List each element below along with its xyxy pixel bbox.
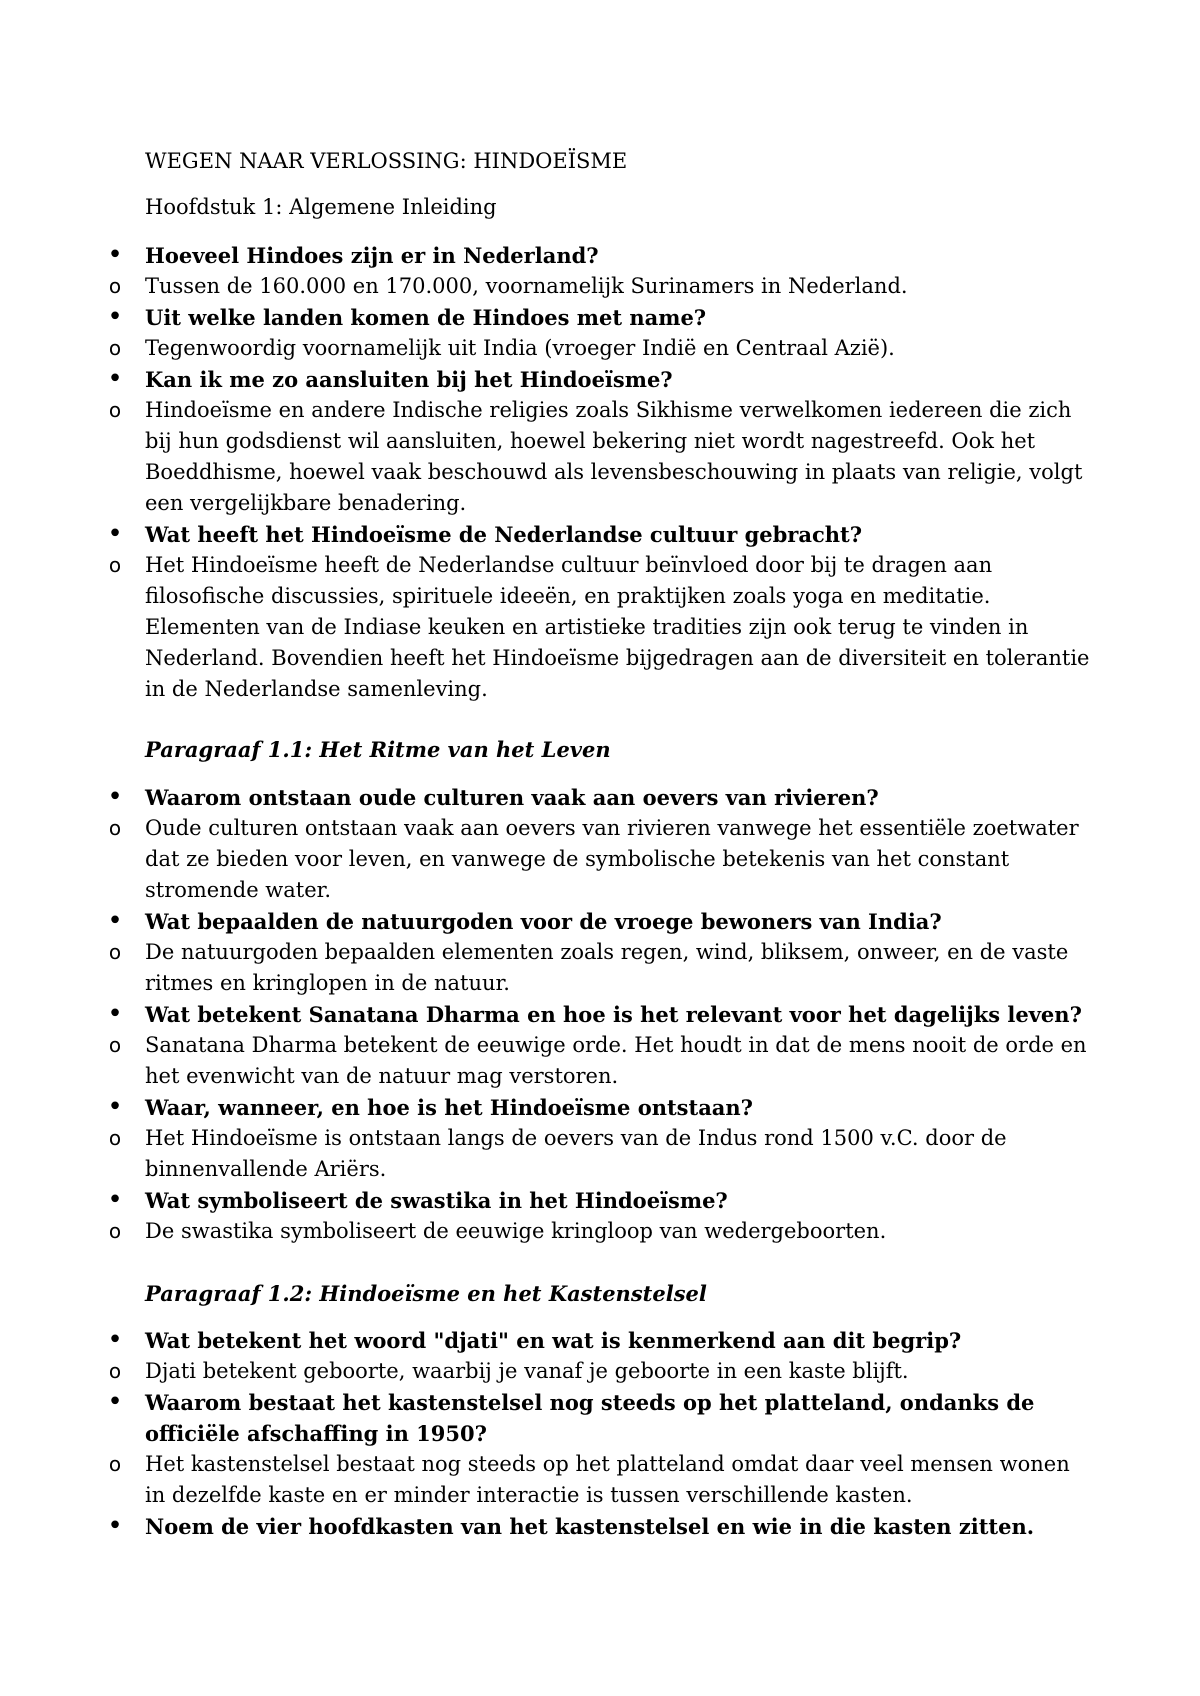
circle-marker	[105, 1216, 125, 1247]
question: Waarom ontstaan oude culturen vaak aan oevers van rivieren?	[145, 785, 879, 810]
answer-line: bij hun godsdienst wil aansluiten, hoewel bekering niet wordt nagestreefd. Ook het	[145, 429, 1036, 453]
answer-line: filosofische discussies, spirituele ideeën, en praktijken zoals yoga en meditatie.	[145, 584, 991, 608]
bullet-marker	[105, 1325, 125, 1357]
question: Kan ik me zo aansluiten bij het Hindoeïsme?	[145, 367, 673, 392]
question-line: Waarom bestaat het kastenstelsel nog steeds op het platteland, ondanks de	[145, 1390, 1035, 1415]
circle-marker	[105, 271, 125, 302]
question: Waar, wanneer, en hoe is het Hindoeïsme ontstaan?	[145, 1095, 753, 1120]
circle-marker	[105, 813, 125, 844]
answer-line: Djati betekent geboorte, waarbij je vanaf je geboorte in een kaste blijft.	[145, 1359, 909, 1383]
bullet-marker	[105, 1387, 125, 1419]
question: Wat betekent Sanatana Dharma en hoe is het relevant voor het dagelijks leven?	[145, 1002, 1082, 1027]
answer-line: De natuurgoden bepaalden elementen zoals regen, wind, bliksem, onweer, en de vaste	[145, 940, 1069, 964]
question: Wat symboliseert de swastika in het Hindoeïsme?	[145, 1188, 728, 1213]
section-heading: Paragraaf 1.2: Hindoeïsme en het Kastenstelsel	[145, 1281, 707, 1306]
answer-line: Het Hindoeïsme heeft de Nederlandse cultuur beïnvloed door bij te dragen aan	[145, 553, 993, 577]
bullet-marker	[105, 302, 125, 334]
answer-line: in de Nederlandse samenleving.	[145, 677, 488, 701]
answer-line: ritmes en kringlopen in de natuur.	[145, 971, 510, 995]
section-heading: Paragraaf 1.1: Het Ritme van het Leven	[145, 737, 611, 762]
bullet-marker	[105, 1092, 125, 1124]
document-title: WEGEN NAAR VERLOSSING: HINDOEÏSME	[145, 149, 628, 173]
bullet-marker	[105, 906, 125, 938]
answer-line: Sanatana Dharma betekent de eeuwige orde. Het houdt in dat de mens nooit de orde en	[145, 1033, 1087, 1057]
circle-marker	[105, 1356, 125, 1387]
bullet-marker	[105, 240, 125, 272]
circle-marker	[105, 1030, 125, 1061]
bullet-marker	[105, 999, 125, 1031]
answer-line: Nederland. Bovendien heeft het Hindoeïsme bijgedragen aan de diversiteit en tolerantie	[145, 646, 1090, 670]
question: Wat bepaalden de natuurgoden voor de vroege bewoners van India?	[145, 909, 942, 934]
question: Uit welke landen komen de Hindoes met name?	[145, 305, 707, 330]
circle-marker	[105, 1449, 125, 1480]
bullet-marker	[105, 1511, 125, 1543]
circle-marker	[105, 1123, 125, 1154]
answer-line: Oude culturen ontstaan vaak aan oevers van rivieren vanwege het essentiële zoetwater	[145, 816, 1079, 840]
bullet-marker	[105, 519, 125, 551]
answer-line: Tegenwoordig voornamelijk uit India (vroeger Indië en Centraal Azië).	[145, 336, 895, 360]
answer-line: De swastika symboliseert de eeuwige kringloop van wedergeboorten.	[145, 1219, 887, 1243]
circle-marker	[105, 333, 125, 364]
question-line: officiële afschaffing in 1950?	[145, 1421, 487, 1446]
answer-line: Tussen de 160.000 en 170.000, voornamelijk Surinamers in Nederland.	[145, 274, 908, 298]
bullet-marker	[105, 782, 125, 814]
circle-marker	[105, 395, 125, 426]
answer-line: stromende water.	[145, 878, 332, 902]
answer-line: Hindoeïsme en andere Indische religies zoals Sikhisme verwelkomen iedereen die zich	[145, 398, 1072, 422]
answer-line: Het Hindoeïsme is ontstaan langs de oevers van de Indus rond 1500 v.C. door de	[145, 1126, 1007, 1150]
chapter-heading: Hoofdstuk 1: Algemene Inleiding	[145, 195, 497, 219]
question: Hoeveel Hindoes zijn er in Nederland?	[145, 243, 599, 268]
circle-marker	[105, 550, 125, 581]
bullet-marker	[105, 364, 125, 396]
answer-line: een vergelijkbare benadering.	[145, 491, 467, 515]
answer-line: het evenwicht van de natuur mag verstoren.	[145, 1064, 619, 1088]
answer-line: Elementen van de Indiase keuken en artistieke tradities zijn ook terug te vinden in	[145, 615, 1029, 639]
answer-line: Boeddhisme, hoewel vaak beschouwd als levensbeschouwing in plaats van religie, volgt	[145, 460, 1083, 484]
answer-line: dat ze bieden voor leven, en vanwege de symbolische betekenis van het constant	[145, 847, 1010, 871]
question: Wat heeft het Hindoeïsme de Nederlandse cultuur gebracht?	[145, 522, 863, 547]
answer-line: in dezelfde kaste en er minder interactie is tussen verschillende kasten.	[145, 1483, 913, 1507]
question: Noem de vier hoofdkasten van het kastenstelsel en wie in die kasten zitten.	[145, 1514, 1035, 1539]
circle-marker	[105, 937, 125, 968]
bullet-marker	[105, 1185, 125, 1217]
answer-line: Het kastenstelsel bestaat nog steeds op het platteland omdat daar veel mensen wonen	[145, 1452, 1070, 1476]
answer-line: binnenvallende Ariërs.	[145, 1157, 387, 1181]
question: Wat betekent het woord "djati" en wat is kenmerkend aan dit begrip?	[145, 1328, 962, 1353]
